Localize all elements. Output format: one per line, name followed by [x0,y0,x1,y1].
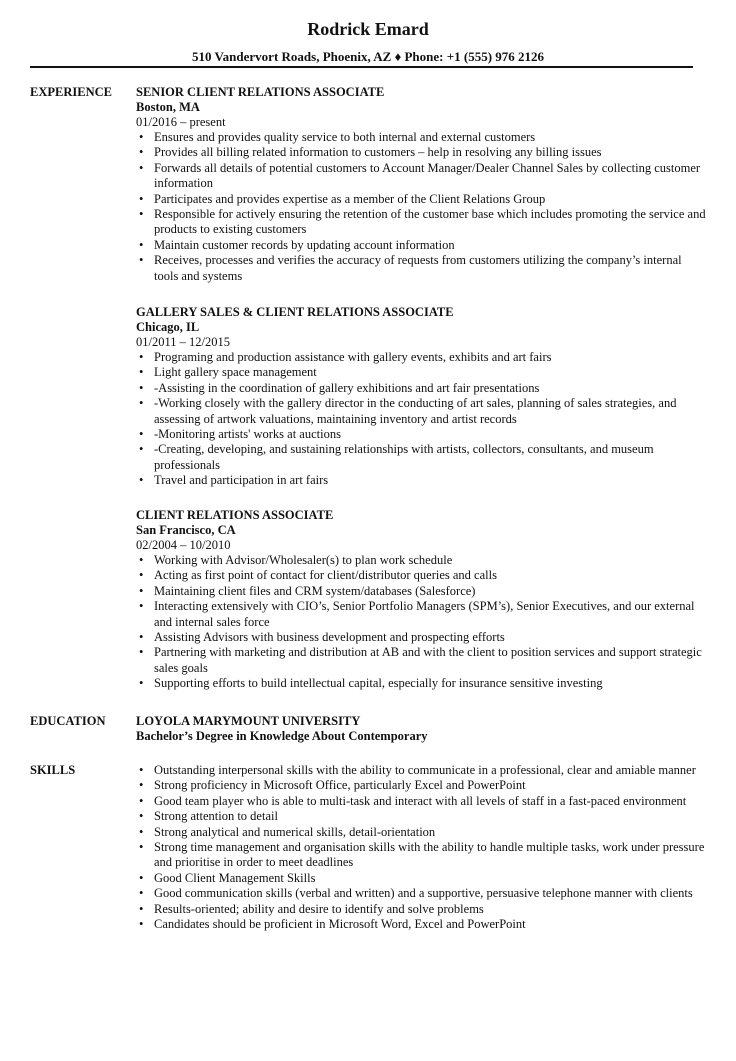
list-item: • Forwards all details of potential customers to Account Manager/Dealer Channel Sales by collecting customer information [139,160,701,191]
list-item: • Supporting efforts to build intellectual capital, especially for insurance sensitive investing [139,676,603,691]
list-item: • Candidates should be proficient in Microsoft Word, Excel and PowerPoint [139,917,526,932]
list-item: • Provides all billing related information to customers – help in resolving any billing issues [139,145,602,160]
list-item: • Responsible for actively ensuring the retention of the customer base which includes promoting the service and products to existing customers [139,207,706,237]
list-item: • Partnering with marketing and distribution at AB and with the client to position services and support strategic sales goals [139,645,702,675]
list-item: • Light gallery space management [139,365,317,380]
list-item: • Acting as first point of contact for client/distributor queries and calls [139,568,497,583]
bullet-icon: • [139,583,144,598]
skills-list [136,763,706,932]
job-bullet-list [136,130,706,284]
bullet-icon: • [139,886,144,901]
list-item: • Outstanding interpersonal skills with the ability to communicate in a professional, clear and amiable manner [139,763,696,777]
bullet-icon: • [139,599,144,614]
job-dates: 02/2004 – 10/2010 [136,538,231,552]
job-entry [136,508,706,692]
section-label-skills: SKILLS [30,763,76,777]
list-item: • Good communication skills (verbal and written) and a supportive, persuasive telephone manner with clients [139,886,693,901]
school-name: LOYOLA MARYMOUNT UNIVERSITY [136,714,361,728]
job-bullet-list [136,350,706,489]
bullet-icon: • [139,473,144,488]
bullet-icon: • [139,553,144,567]
list-item: • -Assisting in the coordination of gallery exhibitions and art fair presentations [139,380,540,395]
job-entry [136,85,706,284]
section-label-education: EDUCATION [30,714,106,728]
list-item: • Working with Advisor/Wholesaler(s) to plan work schedule [139,553,453,567]
bullet-icon: • [139,809,144,824]
bullet-icon: • [139,824,144,839]
bullet-icon: • [139,380,144,395]
list-item: • -Creating, developing, and sustaining relationships with artists, collectors, consultants, and museum professionals [139,442,654,472]
degree-name: Bachelor’s Degree in Knowledge About Contemporary [136,729,428,743]
job-location: Boston, MA [136,100,200,114]
list-item: • Travel and participation in art fairs [139,473,329,488]
bullet-icon: • [139,145,144,160]
list-item: • -Monitoring artists' works at auctions [139,427,341,442]
header-divider [30,66,693,68]
list-item: • Receives, processes and verifies the accuracy of requests from customers utilizing the company’s internal tools and systems [139,253,682,283]
job-dates: 01/2016 – present [136,115,226,129]
list-item: • Participates and provides expertise as a member of the Client Relations Group [139,191,546,206]
bullet-icon: • [139,901,144,916]
bullet-icon: • [139,763,144,777]
list-item: • Maintaining client files and CRM system/databases (Salesforce) [139,583,476,598]
bullet-icon: • [139,917,144,932]
list-item: • Strong analytical and numerical skills, detail-orientation [139,824,436,839]
bullet-icon: • [139,130,144,144]
bullet-icon: • [139,160,144,175]
bullet-icon: • [139,840,144,855]
list-item: • Good team player who is able to multi-task and interact with all levels of staff in a fast-paced environment [139,793,687,808]
education-entry [136,714,706,744]
bullet-icon: • [139,630,144,645]
list-item: • Interacting extensively with CIO’s, Senior Portfolio Managers (SPM’s), Senior Executives, and our external and internal sales force [139,599,695,629]
bullet-icon: • [139,645,144,660]
bullet-icon: • [139,350,144,364]
list-item: • Assisting Advisors with business development and prospecting efforts [139,630,505,645]
job-entry [136,305,706,489]
bullet-icon: • [139,396,144,411]
bullet-icon: • [139,870,144,885]
bullet-icon: • [139,793,144,808]
job-title: SENIOR CLIENT RELATIONS ASSOCIATE [136,85,385,99]
contact-line: 510 Vandervort Roads, Phoenix, AZ ♦ Phone: +1 (555) 976 2126 [191,49,545,64]
bullet-icon: • [139,365,144,380]
bullet-icon: • [139,778,144,793]
list-item: • Strong attention to detail [139,809,278,824]
job-title: CLIENT RELATIONS ASSOCIATE [136,508,334,522]
job-bullet-list [136,553,706,692]
list-item: • Results-oriented; ability and desire to identify and solve problems [139,901,484,916]
resume-name: Rodrick Emard [307,19,429,39]
section-label-experience: EXPERIENCE [30,85,112,99]
bullet-icon: • [139,237,144,252]
bullet-icon: • [139,207,144,222]
list-item: • Strong time management and organisation skills with the ability to handle multiple tasks, work under pressure and prioritise in order to meet deadlines [139,840,705,870]
list-item: • Maintain customer records by updating account information [139,237,455,252]
skills-entry [136,763,706,932]
list-item: • Ensures and provides quality service to both internal and external customers [139,130,536,144]
bullet-icon: • [139,676,144,691]
list-item: • Programing and production assistance with gallery events, exhibits and art fairs [139,350,552,364]
job-dates: 01/2011 – 12/2015 [136,335,230,349]
bullet-icon: • [139,568,144,583]
job-location: San Francisco, CA [136,523,236,537]
job-location: Chicago, IL [136,320,200,334]
bullet-icon: • [139,442,144,457]
list-item: • -Working closely with the gallery director in the conducting of art sales, planning of sales strategies, and assessing of artwork valuations, maintaining inventory and artist records [139,396,677,426]
job-title: GALLERY SALES & CLIENT RELATIONS ASSOCIATE [136,305,454,319]
list-item: • Strong proficiency in Microsoft Office, particularly Excel and PowerPoint [139,778,526,793]
bullet-icon: • [139,253,144,268]
bullet-icon: • [139,427,144,442]
bullet-icon: • [139,191,144,206]
list-item: • Good Client Management Skills [139,870,316,885]
